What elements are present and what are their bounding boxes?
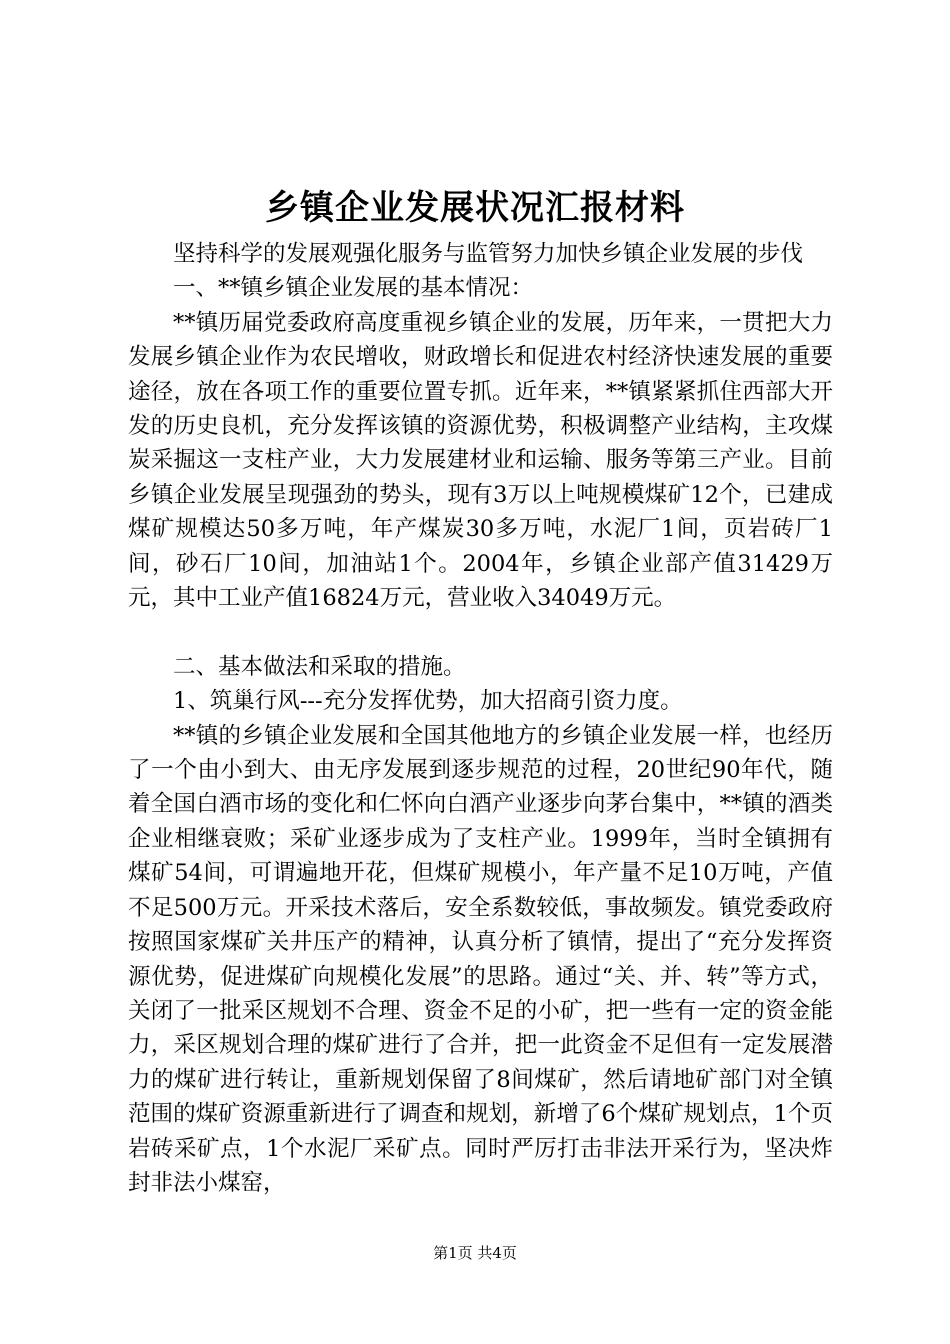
document-title: 乡镇企业发展状况汇报材料 (265, 188, 685, 228)
paragraph-section-1-heading: 一、**镇乡镇企业发展的基本情况： (173, 275, 534, 302)
paragraph-basic-situation: **镇历届党委政府高度重视乡镇企业的发展，历年来，一贯把大力发展乡镇企业作为农民增收，财政增长和促进农村经济快速发展的重要途径，放在各项工作的重要位置专抓。近年来，**镇紧紧抓住西部大开发的历史良机，充分发挥该镇的资源优势，积极调整产业结构，主攻煤炭采掘这一支柱产业，大力发展建材业和运输、服务等第三产业。目前乡镇企业发展呈现强劲的势头，现有3万以上吨规模煤矿12个，已建成煤矿规模达50多万吨，年产煤炭30多万吨，水泥厂1间，页岩砖厂1间，砂石厂10间，加油站1个。2004年，乡镇企业部产值31429万元，其中工业产值16824万元，营业收入34049万元。 (128, 309, 833, 612)
paragraph-section-2-heading: 二、基本做法和采取的措施。 (173, 653, 466, 680)
page-number-footer: 第1页 共4页 (433, 1244, 517, 1262)
paragraph-subtitle: 坚持科学的发展观强化服务与监管努力加快乡镇企业发展的步伐 (173, 241, 804, 267)
document-body (128, 237, 833, 1200)
paragraph-subsection-1-heading: 1、筑巢行风---充分发挥优势，加大招商引资力度。 (173, 688, 683, 715)
paragraph-development-history: **镇的乡镇企业发展和全国其他地方的乡镇企业发展一样，也经历了一个由小到大、由无序发展到逐步规范的过程，20世纪90年代，随着全国白酒市场的变化和仁怀向白酒产业逐步向茅台集中，**镇的酒类企业相继衰败；采矿业逐步成为了支柱产业。1999年，当时全镇拥有煤矿54间，可谓遍地开花，但煤矿规模小，年产量不足10万吨，产值不足500万元。开采技术落后，安全系数较低，事故频发。镇党委政府按照国家煤矿关井压产的精神，认真分析了镇情，提出了“充分发挥资源优势，促进煤矿向规模化发展”的思路。通过“关、并、转”等方式，关闭了一批采区规划不合理、资金不足的小矿，把一些有一定的资金能力，采区规划合理的煤矿进行了合并，把一此资金不足但有一定发展潜力的煤矿进行转让，重新规划保留了8间煤矿，然后请地矿部门对全镇范围的煤矿资源重新进行了调查和规划，新增了6个煤矿规划点，1个页岩砖采矿点，1个水泥厂采矿点。同时严厉打击非法开采行为，坚决炸封非法小煤窑， (128, 722, 833, 1196)
